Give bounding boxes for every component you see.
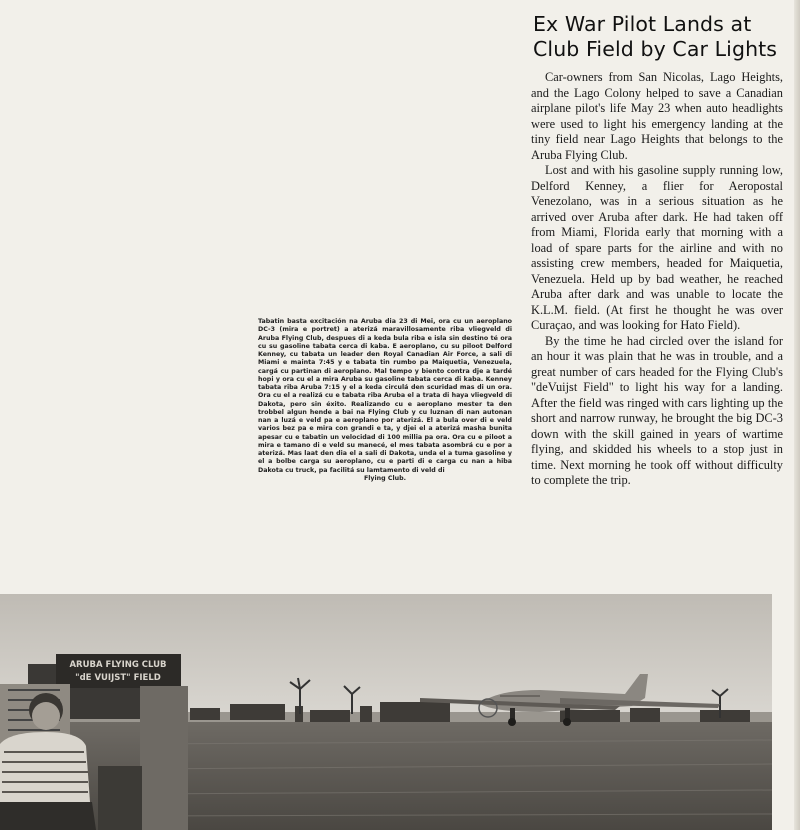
- page-edge-shadow: [794, 0, 800, 830]
- headline-line-1: Ex War Pilot Lands at: [533, 12, 752, 36]
- papiamento-caption: [258, 318, 512, 483]
- article-body: [531, 70, 783, 489]
- article-paragraph-1: Car-owners from San Nicolas, Lago Heights, and the Lago Colony helped to save a Canadian airplane pilot's life May 23 when auto headlights were used to light his emergency landing at the tiny field near Lago Heights that belongs to the Aruba Flying Club.: [531, 70, 783, 162]
- papiamento-caption-closing: Flying Club.: [363, 474, 407, 482]
- club-sign-line-1: ARUBA FLYING CLUB: [69, 660, 167, 670]
- article-paragraph-2: Lost and with his gasoline supply running low, Delford Kenney, a flier for Aeropostal Venezolano, was in a serious situation as he arrived over Aruba after dark. He had taken off from Miami, Florida early that morning with a load of spare parts for the airline and with no assisting crew members, headed for Maiquetia, Venezuela. Held up by bad weather, he reached Aruba after dark and was unable to locate the K.L.M. field. (At first he thought he was over Curaçao, and was looking for Hato Field).: [531, 163, 783, 332]
- article-headline: [533, 12, 795, 62]
- article-paragraph-3: By the time he had circled over the island for an hour it was plain that he was in trouble, and a great number of cars headed for the Flying Club's "deVuijst Field" to light his way for a landing. After the field was ringed with cars lighting up the short and narrow runway, he brought the big DC-3 down with the skill gained in years of wartime flying, and skidded his wheels to a stop just in time. Next morning he took off without difficulty to complete the trip.: [531, 333, 783, 487]
- airfield-photo-illustration: [0, 594, 772, 830]
- headline-line-2: Club Field by Car Lights: [533, 37, 778, 61]
- club-sign-line-2: "dE VUIJST" FIELD: [75, 673, 161, 683]
- airfield-photo: [0, 594, 772, 830]
- papiamento-caption-body: Tabatin basta excitación na Aruba dia 23 di Mei, ora cu un aeroplano DC-3 (mira e portret) a aterizá maravillosamente riba vliegveld di Aruba Flying Club, despues di a keda bula riba e isla sin destino té ora cu su gasoline tabata cerca di kaba. E aeroplano, cu su piloot Delford Kenney, cu tabata un leader den Royal Canadian Air Force, a sali di Miami e mainta 7:45 y e tabata tin rumbo pa Maiquetia, Venezuela, cargá cu partinan di aeroplano. Mal tempo y biento contra dje a tardé hopi y ora cu el a mira Aruba su gasoline tabata cerca di kaba. Kenney tabata riba Aruba 7:15 y el a keda circulá den scuridad mas di un ora. Ora cu el a realizá cu e tabata riba Aruba el a trata di haya vliegveld di Dakota, pero sin éxito. Realizando cu e aeroplano mester ta den trobbel algun hende a bai na Flying Club y cu luznan di nan autonan nan a luzá e veld pa e aeroplano por aterizá. El a bula over di e veld varios bez pa e mira con grandi e ta, y djei el a aterizá masha bunita apesar cu e tabatin un velocidad di 100 millia pa ora. Ora cu e piloot a mira e tamano di e veld su manecé, el mes tabata asombrá cu e por a aterizá. Mas laat den dia el a sali di Dakota, unda el a tuma gasoline y el a bolbe carga su aeroplano, cu e parti di e carga cu nan a hiba Dakota cu truck, pa facilitá su lamtamento di veld di: [258, 318, 512, 474]
